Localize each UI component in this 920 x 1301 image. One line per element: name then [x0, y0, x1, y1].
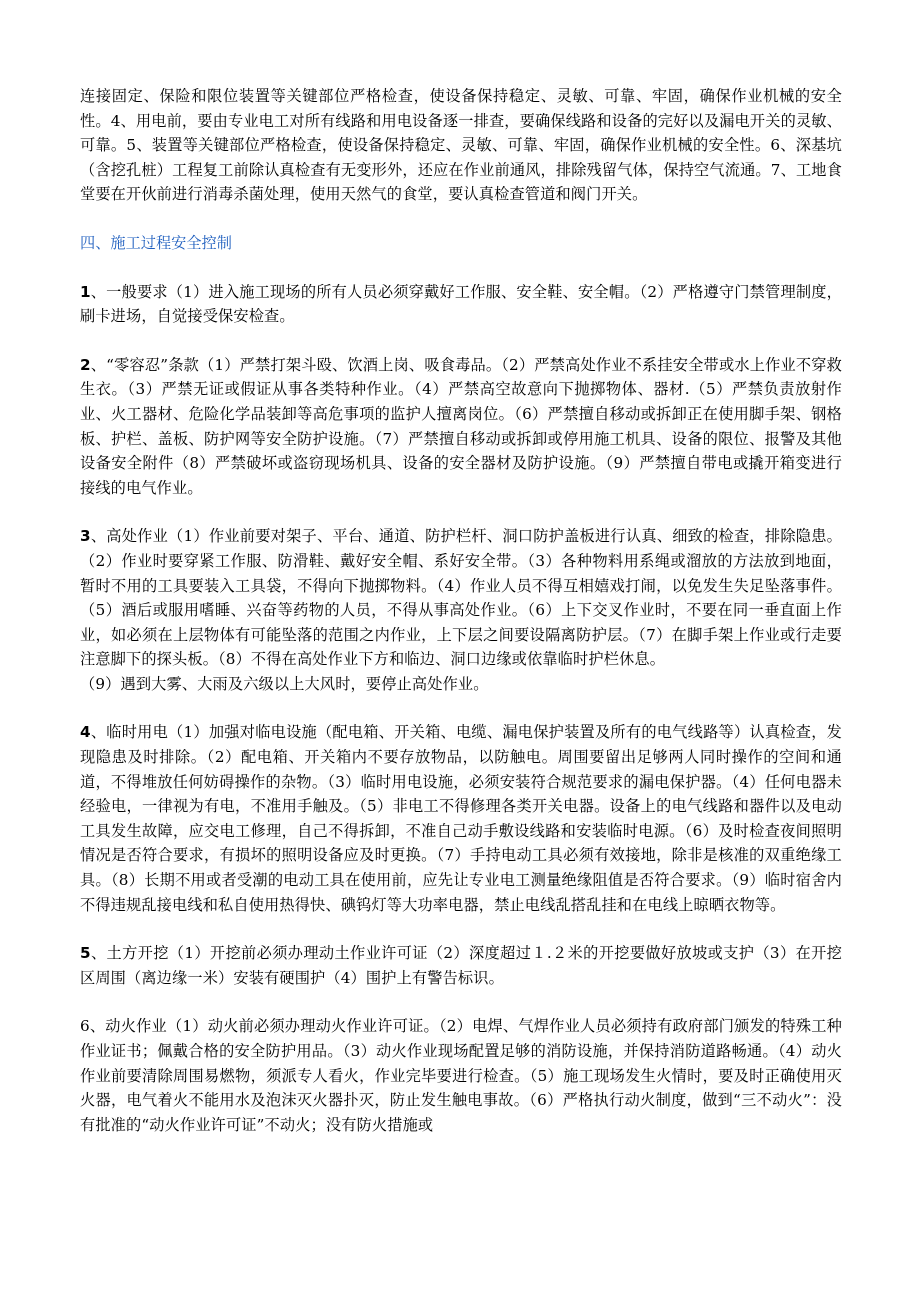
intro-paragraph: 连接固定、保险和限位装置等关键部位严格检查，使设备保持稳定、灵敏、可靠、牢固，确保作业机械的安全性。4、用电前，要由专业电工对所有线路和用电设备逐一排查，要确保线路和设备的完好以及漏电开关的灵敏、可靠。5、装置等关键部位严格检查，使设备保持稳定、灵敏、可靠、牢固，确保作业机械的安全性。6、深基坑（含挖孔桩）工程复工前除认真检查有无变形外，还应在作业前通风，排除残留气体，保持空气流通。7、工地食堂要在开伙前进行消毒杀菌处理，使用天然气的食堂，要认真检查管道和阀门开关。	[80, 87, 842, 204]
item-text: 、高处作业（1）作业前要对架子、平台、通道、防护栏杆、洞口防护盖板进行认真、细致的检查，排除隐患。（2）作业时要穿紧工作服、防滑鞋、戴好安全帽、系好安全带。（3）各种物料用系绳或溜放的方法放到地面，暂时不用的工具要装入工具袋，不得向下抛掷物料。（4）作业人员不得互相嬉戏打闹，以免发生失足坠落事件。（5）酒后或服用嗜睡、兴奋等药物的人员，不得从事高处作业。（6）上下交叉作业时，不要在同一垂直面上作业，如必须在上层物体有可能坠落的范围之内作业，上下层之间要设隔离防护层。（7）在脚手架上作业或行走要注意脚下的探头板。（8）不得在高处作业下方和临边、洞口边缘或依靠临时护栏休息。	[80, 527, 842, 669]
item-number: 5	[80, 944, 91, 963]
item-text: 6、动火作业（1）动火前必须办理动火作业许可证。（2）电焊、气焊作业人员必须持有政府部门颁发的特殊工种作业证书；佩戴合格的安全防护用品。（3）动火作业现场配置足够的消防设施，并保持消防道路畅通。（4）动火作业前要清除周围易燃物，须派专人看火，作业完毕要进行检查。（5）施工现场发生火情时，要及时正确使用灭火器，电气着火不能用水及泡沫灭火器扑灭，防止发生触电事故。（6）严格执行动火制度，做到“三不动火”：没有批准的“动火作业许可证”不动火；没有防火措施或	[80, 1017, 842, 1134]
item-paragraph-6	[80, 1014, 842, 1137]
item-paragraph-3	[80, 524, 842, 672]
section-heading: 四、施工过程安全控制	[80, 233, 232, 252]
item-text: 、“零容忍”条款（1）严禁打架斗殴、饮酒上岗、吸食毒品。（2）严禁高处作业不系挂安全带或水上作业不穿救生衣。（3）严禁无证或假证从事各类特种作业。（4）严禁高空故意向下抛掷物体、器材.（5）严禁负责放射作业、火工器材、危险化学品装卸等高危事项的监护人擅离岗位。（6）严禁擅自移动或拆卸正在使用脚手架、钢格板、护栏、盖板、防护网等安全防护设施。（7）严禁擅自移动或拆卸或停用施工机具、设备的限位、报警及其他设备安全附件（8）严禁破坏或盗窃现场机具、设备的安全器材及防护设施。（9）严禁擅自带电或撬开箱变进行接线的电气作业。	[80, 355, 842, 497]
item-number: 1	[80, 282, 91, 301]
item-paragraph-2	[80, 353, 842, 501]
item-paragraph-3-extra: （9）遇到大雾、大雨及六级以上大风时，要停止高处作业。	[80, 674, 489, 693]
item-text: 、临时用电（1）加强对临电设施（配电箱、开关箱、电缆、漏电保护装置及所有的电气线路等）认真检查，发现隐患及时排除。（2）配电箱、开关箱内不要存放物品，以防触电。周围要留出足够两人同时操作的空间和通道，不得堆放任何妨碍操作的杂物。（3）临时用电设施，必须安装符合规范要求的漏电保护器。（4）任何电器未经验电，一律视为有电，不准用手触及。（5）非电工不得修理各类开关电器。设备上的电气线路和器件以及电动工具发生故障，应交电工修理，自己不得拆卸，不准自己动手敷设线路和安装临时电源。（6）及时检查夜间照明情况是否符合要求，有损坏的照明设备应及时更换。（7）手持电动工具必须有效接地，除非是核准的双重绝缘工具。（8）长期不用或者受潮的电动工具在使用前，应先让专业电工测量绝缘阻值是否符合要求。（9）临时宿舍内不得违规乱接电线和私自使用热得快、碘钨灯等大功率电器，禁止电线乱搭乱挂和在电线上晾晒衣物等。	[80, 723, 842, 914]
document-page	[80, 84, 842, 1161]
item-number: 3	[80, 527, 91, 546]
item-paragraph-4	[80, 720, 842, 917]
item-number: 4	[80, 723, 91, 742]
item-text: 、土方开挖（1）开挖前必须办理动土作业许可证（2）深度超过１.２米的开挖要做好放坡或支护（3）在开挖区周围（离边缘一米）安装有硬围护（4）围护上有警告标识。	[80, 944, 842, 987]
item-paragraph-1	[80, 280, 842, 329]
item-text: 、一般要求（1）进入施工现场的所有人员必须穿戴好工作服、安全鞋、安全帽。（2）严格遵守门禁管理制度，刷卡进场，自觉接受保安检查。	[80, 282, 842, 326]
item-number: 2	[80, 355, 91, 374]
item-paragraph-5	[80, 941, 842, 990]
